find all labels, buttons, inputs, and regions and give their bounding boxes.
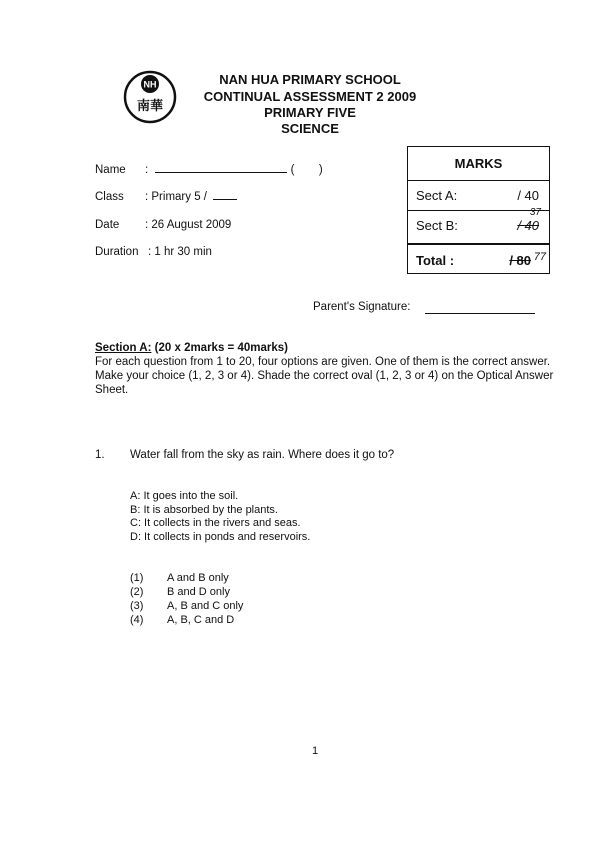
date-label: Date [95,219,120,231]
section-a-marks-note: (20 x 2marks = 40marks) [154,342,288,354]
svg-text:南華: 南華 [136,99,164,114]
page-number: 1 [312,745,319,757]
section-a-instructions: For each question from 1 to 20, four options are given. One of them is the correct answer. Make your choice (1, 2, 3 or 4). Shade the correct oval (1, 2, 3 or 4) on the Optical Answer Sheet. [95,356,554,396]
duration-label: Duration [95,246,139,258]
total-label: Total : [416,253,455,268]
school-name: NAN HUA PRIMARY SCHOOL [219,72,401,87]
sect-a-label: Sect A: [416,188,458,203]
section-a-heading [95,342,288,354]
option-1-number: (1) [130,572,144,584]
option-3-text: A, B and C only [167,600,244,612]
subject-title: SCIENCE [281,121,339,136]
sect-b-label: Sect B: [416,218,458,233]
date-value: : 26 August 2009 [145,219,232,231]
statement-a: A: It goes into the soil. [130,490,239,502]
name-underline [155,172,287,173]
level-title: PRIMARY FIVE [264,105,356,120]
name-paren-close: ) [318,164,323,176]
question-number: 1. [95,449,105,461]
marks-title: MARKS [454,156,503,171]
class-field[interactable] [145,191,237,203]
sect-b-value: / 40 [517,218,539,233]
name-paren-open: ( [290,164,295,176]
statement-b: B: It is absorbed by the plants. [130,504,278,516]
name-field[interactable] [145,164,323,176]
marks-row-sect-b [408,207,549,241]
sect-a-value: / 40 [517,188,539,203]
option-4-text: A, B, C and D [167,614,235,626]
class-value: : Primary 5 / [145,191,207,203]
parent-signature-line[interactable] [425,313,535,314]
assessment-title: CONTINUAL ASSESSMENT 2 2009 [203,89,417,104]
question-text: Water fall from the sky as rain. Where does it go to? [130,449,395,461]
name-label: Name [95,164,126,176]
parent-signature-label: Parent's Signature: [313,301,411,313]
class-underline [213,199,237,200]
class-label: Class [95,191,124,203]
option-2-number: (2) [130,586,144,598]
sect-b-handwritten-score: 37 [529,207,541,218]
statement-c: C: It collects in the rivers and seas. [130,517,301,529]
marks-box [407,146,550,274]
svg-text:NH: NH [143,79,157,90]
statement-d: D: It collects in ponds and reservoirs. [130,531,311,543]
name-colon: : [145,164,149,176]
option-1-text: A and B only [167,572,229,584]
marks-row-total [408,243,549,275]
duration-value: : 1 hr 30 min [148,246,212,258]
option-2-text: B and D only [167,586,230,598]
section-a-title: Section A: [95,342,152,354]
option-3-number: (3) [130,600,144,612]
option-4-number: (4) [130,614,144,626]
marks-row-sect-a [408,180,549,211]
total-handwritten-score: 77 [533,251,546,263]
total-value: / 80 [509,253,531,268]
